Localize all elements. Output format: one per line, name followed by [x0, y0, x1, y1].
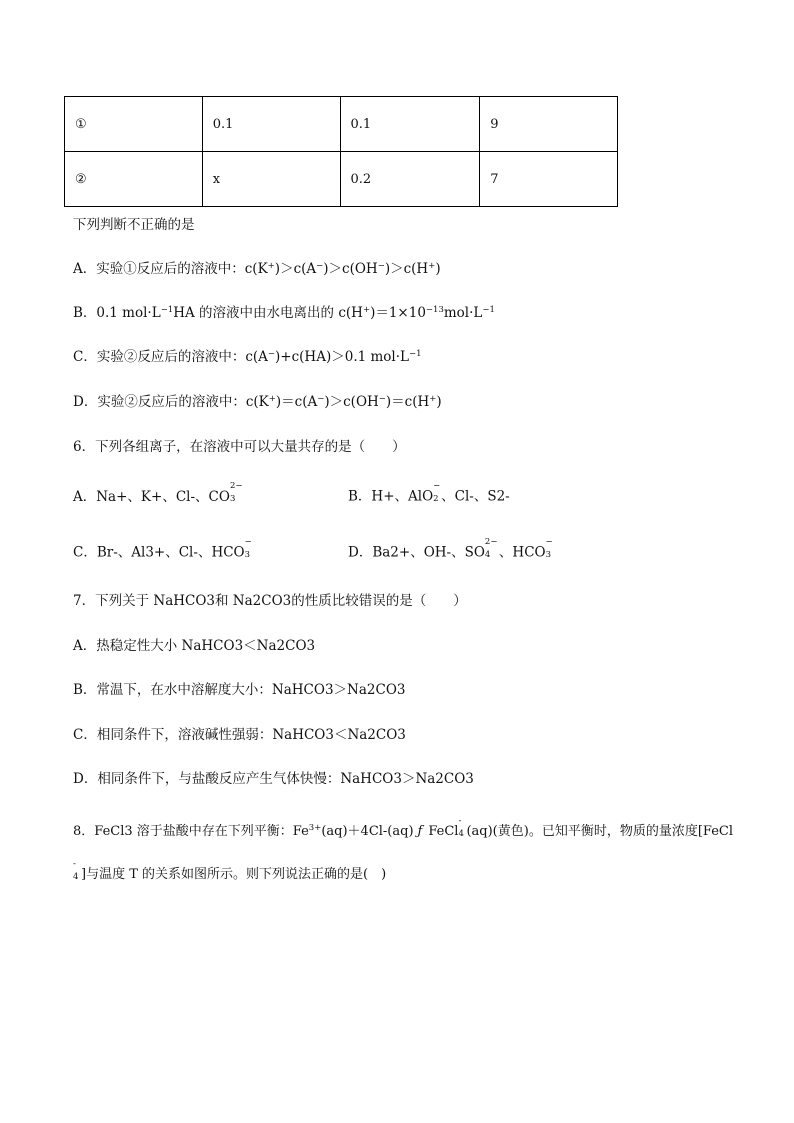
q7-option-d: D．相同条件下，与盐酸反应产生气体快慢：NaHCO3＞Na2CO3 [73, 771, 474, 787]
q6-option-b [348, 481, 510, 505]
superscript: −1 [482, 305, 495, 315]
q5-option-a [73, 261, 441, 277]
q7-prompt: 7．下列关于 NaHCO3和 Na2CO3的性质比较错误的是（ ） [73, 593, 467, 609]
charge-notation [229, 481, 243, 504]
q8-line-2 [73, 859, 387, 883]
superscript: − [545, 537, 553, 547]
superscript: − [378, 394, 386, 404]
text: ) [436, 394, 442, 410]
superscript: + [268, 394, 276, 404]
text: C．实验②反应后的溶液中：c(A [73, 349, 268, 365]
text: (aq)＋4Cl-(aq) [321, 824, 414, 839]
text: ) [435, 261, 441, 277]
text: )＝c(H [385, 394, 430, 410]
table-cell: 7 [480, 152, 618, 207]
superscript: - [458, 816, 462, 826]
q6-option-c [73, 537, 253, 561]
experiment-table [64, 96, 618, 207]
superscript: 2− [484, 537, 498, 547]
superscript: + [429, 394, 437, 404]
subscript: 4 [73, 872, 79, 882]
q8-line-1 [73, 816, 733, 840]
q5-prompt: 下列判断不正确的是 [73, 217, 195, 233]
charge-notation [73, 859, 81, 882]
text: D．实验②反应后的溶液中：c(K [73, 394, 269, 410]
charge-notation [545, 537, 554, 560]
text: mol·L [443, 305, 483, 321]
superscript: − [433, 481, 441, 491]
text: B．H+、AlO [348, 488, 434, 505]
table-cell: ② [65, 152, 203, 207]
table-cell: x [202, 152, 340, 207]
table-cell: 0.1 [340, 97, 480, 152]
q6-options-row-1 [73, 481, 243, 505]
table-cell: 0.1 [202, 97, 340, 152]
table-cell: ① [65, 97, 203, 152]
text: )＞c(OH [323, 261, 378, 277]
q7-option-a: A．热稳定性大小 NaHCO3＜Na2CO3 [73, 638, 316, 654]
superscript: − [377, 261, 385, 271]
q6-prompt: 6．下列各组离子，在溶液中可以大量共存的是（ ） [73, 439, 406, 455]
subscript: 3 [229, 494, 236, 504]
subscript: 4 [484, 550, 491, 560]
text: )＞c(A [274, 261, 317, 277]
equilibrium-symbol: ƒ [417, 824, 423, 839]
text: HA 的溶液中由水电离出的 c(H [173, 305, 363, 321]
superscript: + [362, 305, 371, 315]
table-row [65, 152, 618, 207]
q5-option-c [73, 349, 422, 365]
text: 、HCO [498, 544, 546, 561]
subscript: 2 [433, 494, 439, 504]
superscript: − [267, 349, 276, 359]
q6-option-d [348, 537, 554, 561]
superscript: + [428, 261, 436, 271]
text: (aq)(黄色)。已知平衡时，物质的量浓度[FeCl [466, 824, 733, 839]
table-cell: 0.2 [340, 152, 480, 207]
text: FeCl [428, 824, 459, 839]
superscript: − [244, 537, 252, 547]
superscript: - [73, 859, 76, 869]
text: D．Ba2+、OH-、SO [348, 544, 485, 561]
text: )＝1×10 [370, 305, 426, 321]
text: A．实验①反应后的溶液中：c(K [73, 261, 268, 277]
q5-option-d [73, 394, 442, 410]
superscript: −1 [160, 305, 174, 315]
text: C．Br-、Al3+、Cl-、HCO [73, 544, 245, 561]
superscript: − [317, 394, 325, 404]
table-row [65, 97, 618, 152]
charge-notation [484, 537, 499, 560]
superscript: 2− [229, 481, 243, 491]
superscript: + [267, 261, 275, 271]
text: B．0.1 mol·L [73, 305, 161, 321]
text: 、Cl-、S2- [441, 488, 510, 505]
subscript: 3 [545, 550, 552, 560]
superscript: 3+ [308, 823, 322, 833]
charge-notation [244, 537, 253, 560]
text: 8．FeCl3 溶于盐酸中存在下列平衡：Fe [73, 824, 309, 839]
subscript: 3 [244, 550, 251, 560]
charge-notation [458, 816, 466, 839]
subscript: 4 [458, 829, 464, 839]
q7-option-b: B．常温下，在水中溶解度大小：NaHCO3＞Na2CO3 [73, 682, 406, 698]
superscript: −1 [409, 349, 422, 359]
text: ]与温度 T 的关系如图所示。则下列说法正确的是( ) [81, 867, 387, 882]
text: )＞c(OH [324, 394, 379, 410]
q6-option-a [73, 481, 243, 505]
text: )＞c(H [384, 261, 429, 277]
charge-notation [433, 481, 441, 504]
text: A．Na+、K+、Cl-、CO [73, 488, 230, 505]
text: )+c(HA)＞0.1 mol·L [275, 349, 409, 365]
q7-option-c: C．相同条件下，溶液碱性强弱：NaHCO3＜Na2CO3 [73, 727, 406, 743]
text: )＝c(A [275, 394, 318, 410]
superscript: −13 [425, 305, 444, 315]
superscript: − [316, 261, 324, 271]
q5-option-b [73, 305, 495, 321]
table-cell: 9 [480, 97, 618, 152]
